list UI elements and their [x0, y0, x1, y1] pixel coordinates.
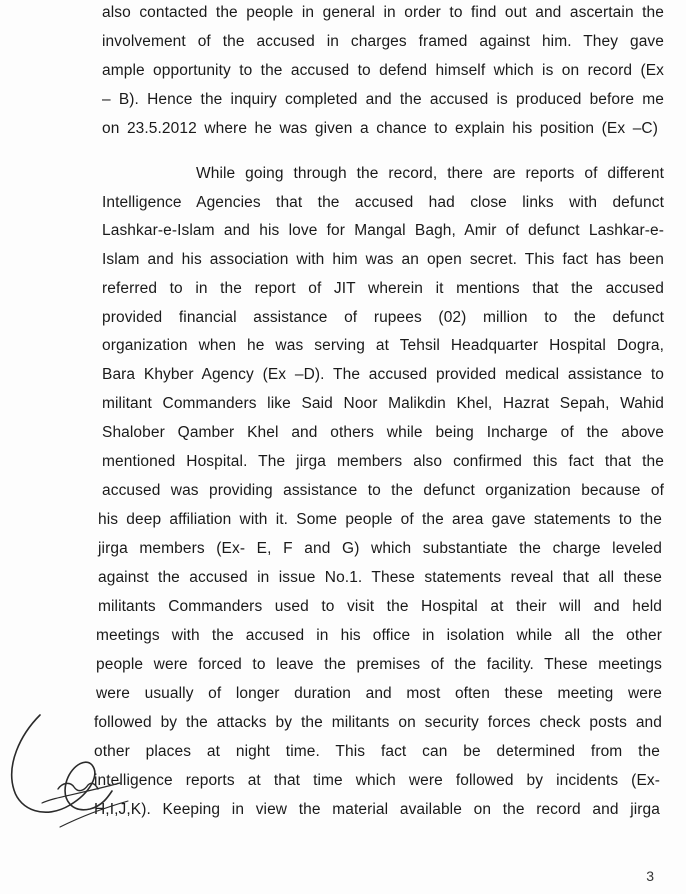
paragraph-2-line-23: H,I,J,K). Keeping in view the material available on the record and jirga: [94, 801, 660, 818]
paragraph-1-line-3: ample opportunity to the accused to defend himself which is on record (Ex: [102, 62, 664, 79]
paragraph-1-line-5: on 23.5.2012 where he was given a chance to explain his position (Ex –C): [102, 120, 658, 137]
paragraph-2-line-21: other places at night time. This fact can be determined from the: [94, 743, 660, 760]
paragraph-2-line-6: provided financial assistance of rupees (02) million to the defunct: [102, 309, 664, 326]
handwritten-signature: [0, 705, 140, 835]
paragraph-2-line-3: Lashkar-e-Islam and his love for Mangal Bagh, Amir of defunct Lashkar-e-: [102, 222, 664, 239]
paragraph-2-line-12: accused was providing assistance to the defunct organization because of: [102, 482, 664, 499]
paragraph-2-line-11: mentioned Hospital. The jirga members also confirmed this fact that the: [102, 453, 664, 470]
paragraph-2-line-10: Shalober Qamber Khel and others while being Incharge of the above: [102, 424, 664, 441]
paragraph-1-line-1: also contacted the people in general in order to find out and ascertain the: [102, 4, 664, 21]
paragraph-2-line-20: followed by the attacks by the militants on security forces check posts and: [94, 714, 662, 731]
paragraph-2-line-17: meetings with the accused in his office in isolation while all the other: [96, 627, 662, 644]
paragraph-2-line-18: people were forced to leave the premises of the facility. These meetings: [96, 656, 662, 673]
paragraph-2-line-5: referred to in the report of JIT wherein it mentions that the accused: [102, 280, 664, 297]
paragraph-2-line-19: were usually of longer duration and most often these meeting were: [96, 685, 662, 702]
paragraph-2-line-14: jirga members (Ex- E, F and G) which substantiate the charge leveled: [98, 540, 662, 557]
paragraph-2-line-2: Intelligence Agencies that the accused had close links with defunct: [102, 194, 664, 211]
paragraph-2-line-8: Bara Khyber Agency (Ex –D). The accused provided medical assistance to: [102, 366, 664, 383]
paragraph-2-line-4: Islam and his association with him was an open secret. This fact has been: [102, 251, 664, 268]
paragraph-1-line-4: – B). Hence the inquiry completed and the accused is produced before me: [102, 91, 664, 108]
paragraph-2-line-9: militant Commanders like Said Noor Malikdin Khel, Hazrat Sepah, Wahid: [102, 395, 664, 412]
paragraph-2-line-1: While going through the record, there are reports of different: [196, 165, 664, 182]
paragraph-2-line-16: militants Commanders used to visit the Hospital at their will and held: [98, 598, 662, 615]
paragraph-2-line-15: against the accused in issue No.1. These statements reveal that all these: [98, 569, 662, 586]
paragraph-2-line-22: intelligence reports at that time which were followed by incidents (Ex-: [94, 772, 660, 789]
paragraph-2-line-7: organization when he was serving at Tehsil Headquarter Hospital Dogra,: [102, 337, 664, 354]
paragraph-1-line-2: involvement of the accused in charges framed against him. They gave: [102, 33, 664, 50]
paragraph-2-line-13: his deep affiliation with it. Some people of the area gave statements to the: [98, 511, 662, 528]
page-number: 3: [646, 868, 654, 884]
